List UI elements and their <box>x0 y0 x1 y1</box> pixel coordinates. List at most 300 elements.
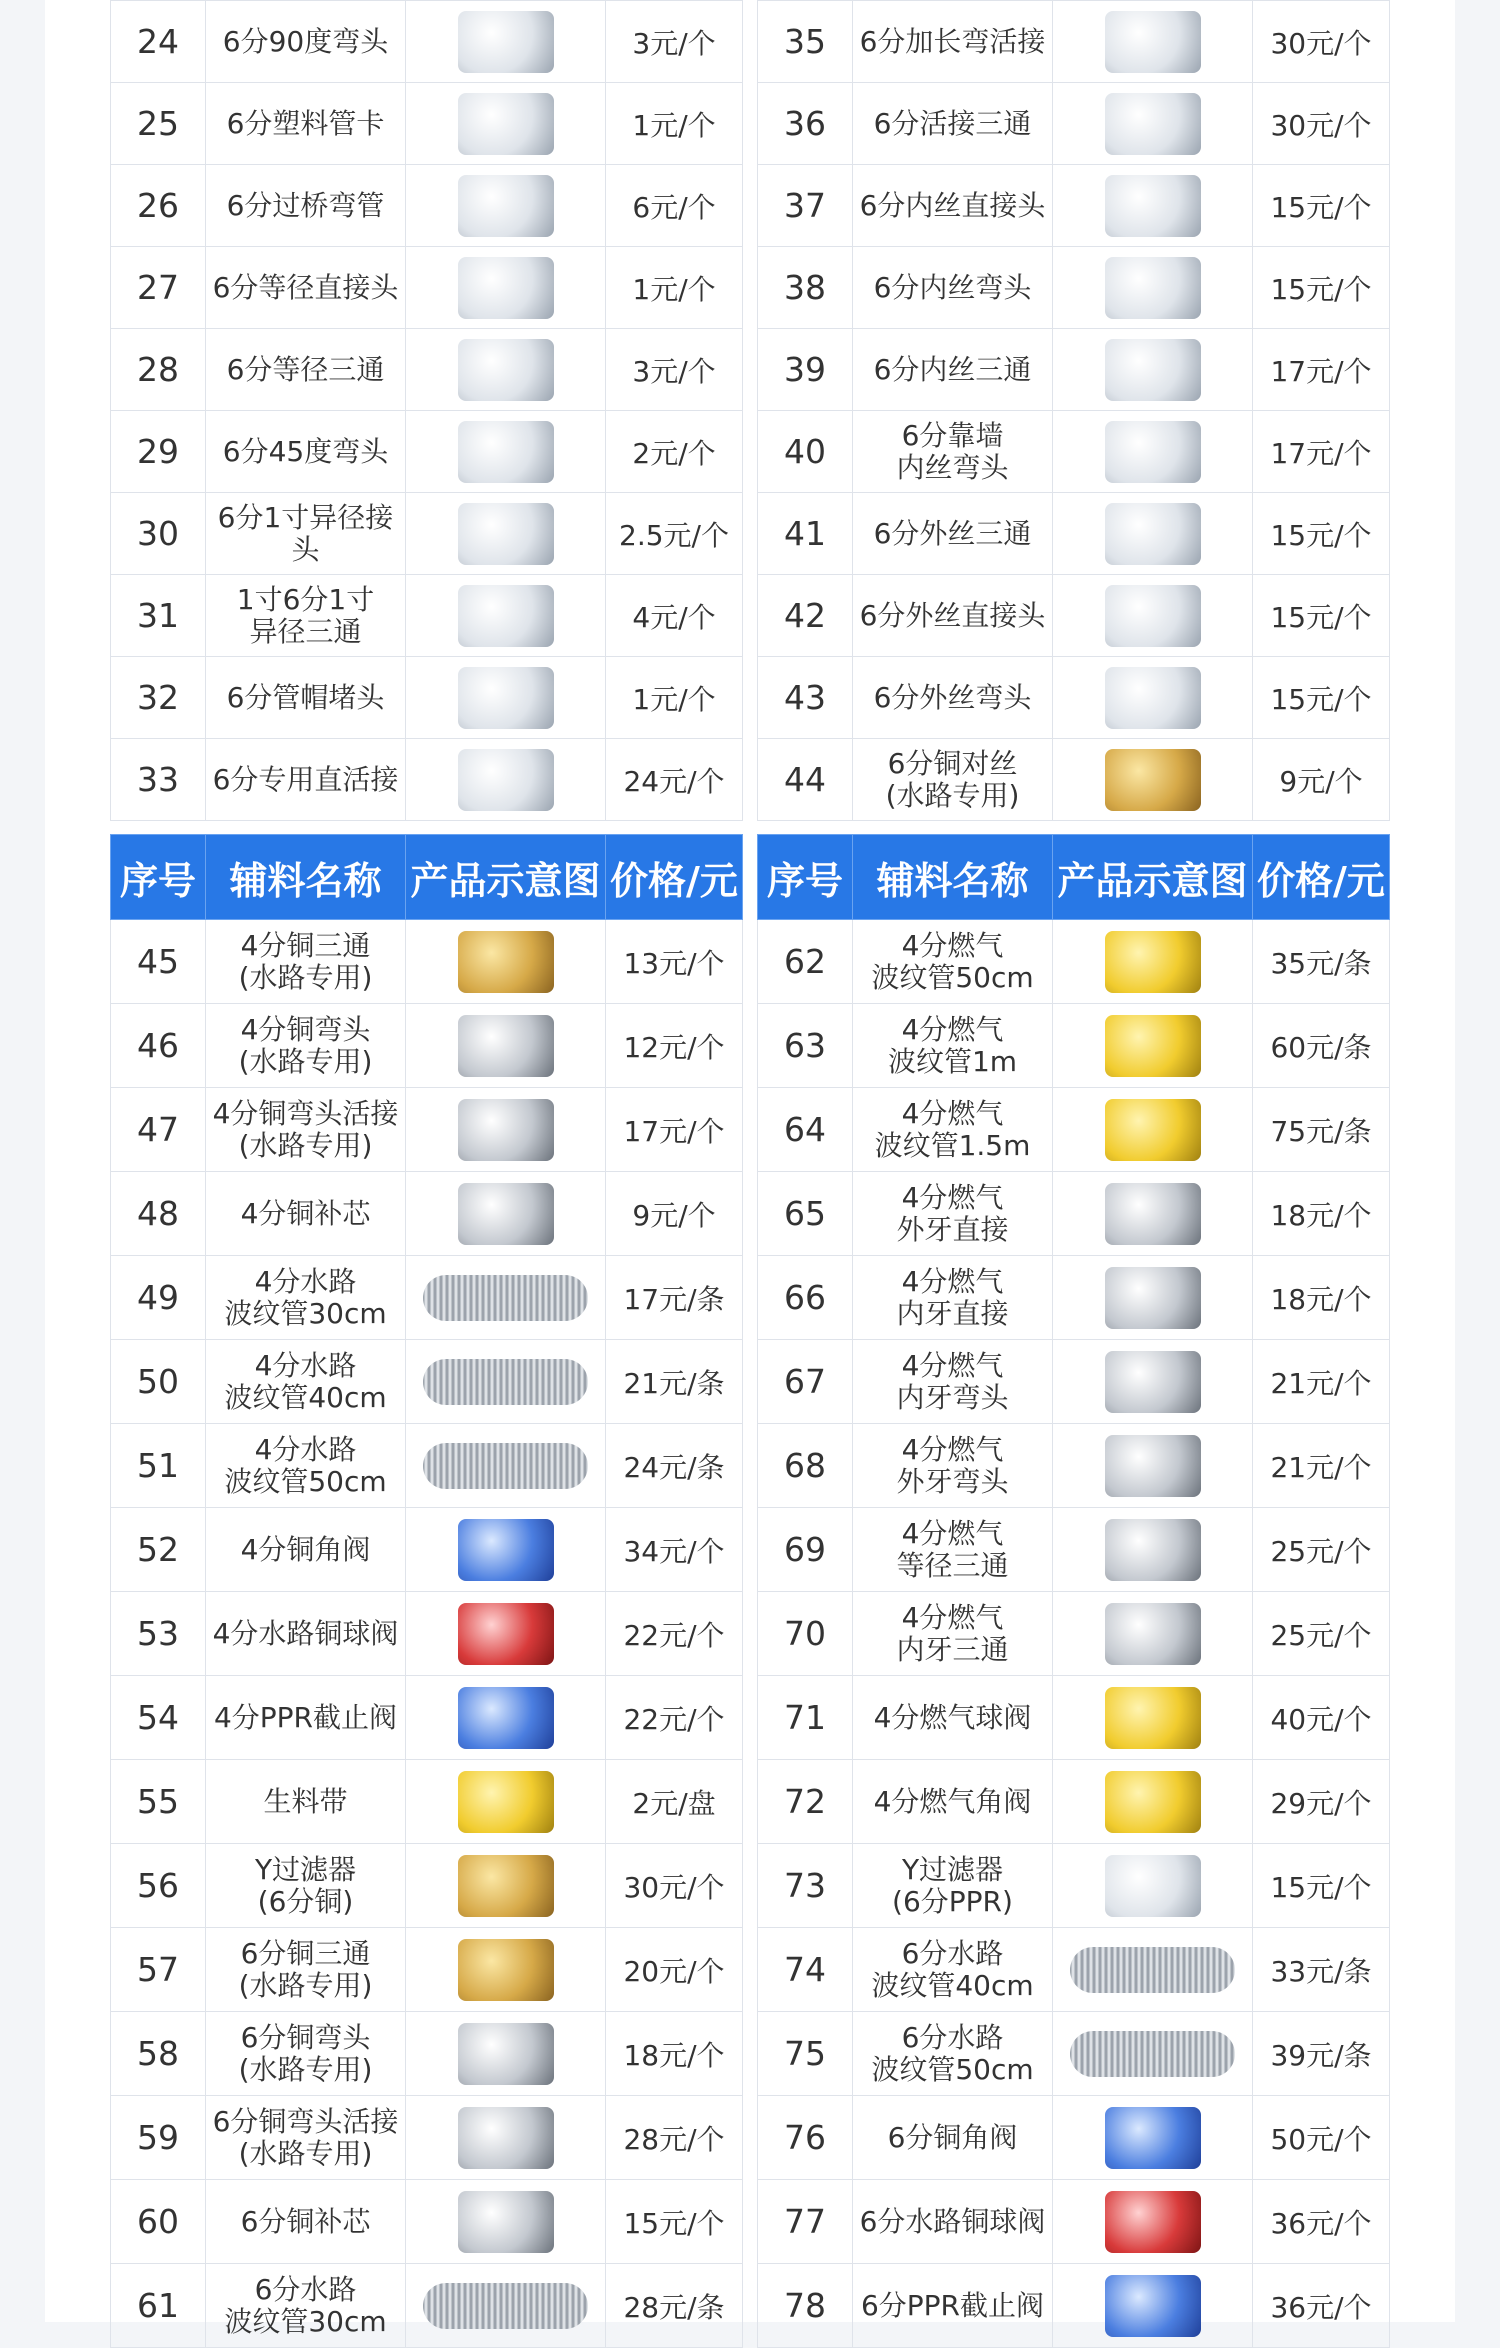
item-price: 29元/个 <box>1253 1760 1390 1844</box>
item-name: 6分外丝弯头 <box>853 657 1053 739</box>
white-male-coupling-icon <box>1105 585 1201 647</box>
item-name: 6分铜弯头 (水路专用) <box>206 2012 406 2096</box>
item-name: 6分活接三通 <box>853 83 1053 165</box>
chrome-female-connector-icon <box>1105 1267 1201 1329</box>
item-price: 25元/个 <box>1253 1592 1390 1676</box>
item-price: 75元/条 <box>1253 1088 1390 1172</box>
white-long-elbow-icon <box>1105 11 1201 73</box>
table-row <box>758 739 1390 821</box>
steel-hose-icon <box>1070 1947 1235 1993</box>
item-name: 6分PPR截止阀 <box>853 2264 1053 2348</box>
item-number: 65 <box>758 1172 853 1256</box>
item-price: 30元/个 <box>1253 1 1390 83</box>
item-price: 2.5元/个 <box>606 493 743 575</box>
ppr-stop-valve-icon <box>1105 2275 1201 2337</box>
table-row <box>111 1760 743 1844</box>
table-row <box>758 1592 1390 1676</box>
item-name: 4分燃气球阀 <box>853 1676 1053 1760</box>
white-45-elbow-icon <box>458 421 554 483</box>
item-number: 31 <box>111 575 206 657</box>
item-number: 38 <box>758 247 853 329</box>
chrome-male-elbow-icon <box>1105 1435 1201 1497</box>
product-image-cell <box>1053 247 1253 329</box>
white-elbow-icon <box>458 11 554 73</box>
item-name: 1寸6分1寸 异径三通 <box>206 575 406 657</box>
item-number: 49 <box>111 1256 206 1340</box>
item-name: 6分90度弯头 <box>206 1 406 83</box>
item-number: 76 <box>758 2096 853 2180</box>
item-price: 2元/盘 <box>606 1760 743 1844</box>
white-bridge-bend-icon <box>458 175 554 237</box>
table-row <box>758 83 1390 165</box>
product-image-cell <box>1053 2012 1253 2096</box>
table-row <box>758 1424 1390 1508</box>
table-row <box>111 247 743 329</box>
product-image-cell <box>1053 2264 1253 2348</box>
item-name: Y过滤器 (6分PPR) <box>853 1844 1053 1928</box>
item-number: 30 <box>111 493 206 575</box>
header-image: 产品示意图 <box>1053 835 1253 920</box>
item-number: 39 <box>758 329 853 411</box>
table-row <box>758 1844 1390 1928</box>
product-image-cell <box>1053 1676 1253 1760</box>
product-image-cell <box>1053 1340 1253 1424</box>
header-price: 价格/元 <box>606 835 743 920</box>
item-name: 4分燃气角阀 <box>853 1760 1053 1844</box>
table-row <box>758 657 1390 739</box>
product-image-cell <box>1053 1844 1253 1928</box>
table-row <box>111 2264 743 2348</box>
product-image-cell <box>406 329 606 411</box>
white-y-strainer-icon <box>1105 1855 1201 1917</box>
table-row <box>111 1 743 83</box>
item-price: 9元/个 <box>606 1172 743 1256</box>
table-row <box>758 575 1390 657</box>
item-name: 4分燃气 波纹管1.5m <box>853 1088 1053 1172</box>
product-image-cell <box>406 1 606 83</box>
product-image-cell <box>1053 1088 1253 1172</box>
product-image-cell <box>1053 1 1253 83</box>
item-price: 17元/条 <box>606 1256 743 1340</box>
item-number: 66 <box>758 1256 853 1340</box>
steel-hose-icon <box>423 1359 588 1405</box>
brass-nipple-icon <box>1105 749 1201 811</box>
ball-valve-icon <box>458 1603 554 1665</box>
table-row <box>758 2096 1390 2180</box>
item-number: 27 <box>111 247 206 329</box>
product-image-cell <box>1053 2180 1253 2264</box>
table-row <box>111 1928 743 2012</box>
product-image-cell <box>1053 739 1253 821</box>
product-image-cell <box>406 1172 606 1256</box>
product-image-cell <box>406 1760 606 1844</box>
item-name: 4分PPR截止阀 <box>206 1676 406 1760</box>
product-image-cell <box>1053 165 1253 247</box>
item-name: 6分水路铜球阀 <box>853 2180 1053 2264</box>
item-name: 6分铜弯头活接 (水路专用) <box>206 2096 406 2180</box>
chrome-tee-icon <box>1105 1519 1201 1581</box>
ppr-stop-valve-icon <box>458 1687 554 1749</box>
item-price: 17元/个 <box>1253 329 1390 411</box>
item-price: 15元/个 <box>1253 575 1390 657</box>
header-image: 产品示意图 <box>406 835 606 920</box>
item-number: 40 <box>758 411 853 493</box>
item-number: 29 <box>111 411 206 493</box>
item-price: 12元/个 <box>606 1004 743 1088</box>
table-row <box>758 1340 1390 1424</box>
white-female-tee-icon <box>1105 339 1201 401</box>
item-number: 45 <box>111 920 206 1004</box>
item-name: 6分管帽堵头 <box>206 657 406 739</box>
item-number: 72 <box>758 1760 853 1844</box>
table-row <box>111 1676 743 1760</box>
price-list-page <box>45 0 1455 2338</box>
product-image-cell <box>406 1340 606 1424</box>
item-name: 6分水路 波纹管40cm <box>853 1928 1053 2012</box>
item-name: Y过滤器 (6分铜) <box>206 1844 406 1928</box>
item-name: 6分45度弯头 <box>206 411 406 493</box>
item-number: 50 <box>111 1340 206 1424</box>
white-pipe-clip-icon <box>458 93 554 155</box>
product-image-cell <box>406 575 606 657</box>
item-number: 64 <box>758 1088 853 1172</box>
table-row <box>111 920 743 1004</box>
table-row <box>758 329 1390 411</box>
header-name: 辅料名称 <box>206 835 406 920</box>
table-row <box>758 1172 1390 1256</box>
item-number: 58 <box>111 2012 206 2096</box>
white-coupling-icon <box>458 257 554 319</box>
item-name: 6分铜三通 (水路专用) <box>206 1928 406 2012</box>
yellow-gas-hose-icon <box>1105 1015 1201 1077</box>
product-image-cell <box>1053 1172 1253 1256</box>
yellow-gas-ball-valve-icon <box>1105 1687 1201 1749</box>
white-cap-icon <box>458 667 554 729</box>
product-image-cell <box>406 493 606 575</box>
ptfe-tape-icon <box>458 1771 554 1833</box>
item-name: 6分过桥弯管 <box>206 165 406 247</box>
item-number: 33 <box>111 739 206 821</box>
table-row <box>111 1256 743 1340</box>
table-row <box>758 493 1390 575</box>
chrome-elbow-icon <box>458 2023 554 2085</box>
item-name: 6分铜对丝 (水路专用) <box>853 739 1053 821</box>
item-name: 4分铜弯头 (水路专用) <box>206 1004 406 1088</box>
item-name: 4分燃气 内牙直接 <box>853 1256 1053 1340</box>
item-price: 50元/个 <box>1253 2096 1390 2180</box>
item-number: 54 <box>111 1676 206 1760</box>
product-image-cell <box>406 920 606 1004</box>
header-price: 价格/元 <box>1253 835 1390 920</box>
item-price: 30元/个 <box>606 1844 743 1928</box>
item-name: 6分内丝弯头 <box>853 247 1053 329</box>
item-number: 42 <box>758 575 853 657</box>
header-name: 辅料名称 <box>853 835 1053 920</box>
table-row <box>758 1676 1390 1760</box>
angle-valve-icon <box>1105 2107 1201 2169</box>
table-row <box>111 2180 743 2264</box>
product-image-cell <box>406 1676 606 1760</box>
item-number: 55 <box>111 1760 206 1844</box>
white-union-tee-icon <box>1105 93 1201 155</box>
item-number: 67 <box>758 1340 853 1424</box>
product-image-cell <box>406 165 606 247</box>
item-name: 4分铜补芯 <box>206 1172 406 1256</box>
item-price: 60元/条 <box>1253 1004 1390 1088</box>
item-price: 24元/个 <box>606 739 743 821</box>
product-image-cell <box>1053 493 1253 575</box>
table-row <box>111 329 743 411</box>
item-number: 59 <box>111 2096 206 2180</box>
product-image-cell <box>1053 1424 1253 1508</box>
table-header-row <box>758 835 1390 920</box>
item-price: 18元/个 <box>1253 1256 1390 1340</box>
item-number: 46 <box>111 1004 206 1088</box>
item-number: 75 <box>758 2012 853 2096</box>
brass-tee-icon <box>458 931 554 993</box>
item-number: 63 <box>758 1004 853 1088</box>
product-image-cell <box>406 247 606 329</box>
chrome-female-elbow-icon <box>1105 1351 1201 1413</box>
item-number: 43 <box>758 657 853 739</box>
table-row <box>758 1928 1390 2012</box>
product-image-cell <box>406 1424 606 1508</box>
item-price: 40元/个 <box>1253 1676 1390 1760</box>
item-name: 4分水路铜球阀 <box>206 1592 406 1676</box>
table-row <box>111 1592 743 1676</box>
item-price: 33元/条 <box>1253 1928 1390 2012</box>
yellow-gas-angle-valve-icon <box>1105 1771 1201 1833</box>
chrome-bushing-icon <box>458 1183 554 1245</box>
item-price: 3元/个 <box>606 1 743 83</box>
table-row <box>111 575 743 657</box>
table-row <box>111 1088 743 1172</box>
table-row <box>758 1508 1390 1592</box>
white-female-elbow-icon <box>1105 257 1201 319</box>
table-row <box>758 920 1390 1004</box>
item-name: 4分燃气 波纹管1m <box>853 1004 1053 1088</box>
steel-hose-icon <box>423 1443 588 1489</box>
product-image-cell <box>406 1508 606 1592</box>
item-number: 36 <box>758 83 853 165</box>
item-number: 68 <box>758 1424 853 1508</box>
item-price: 28元/条 <box>606 2264 743 2348</box>
item-number: 28 <box>111 329 206 411</box>
item-price: 21元/条 <box>606 1340 743 1424</box>
item-name: 6分塑料管卡 <box>206 83 406 165</box>
item-price: 9元/个 <box>1253 739 1390 821</box>
angle-valve-icon <box>458 1519 554 1581</box>
item-price: 24元/条 <box>606 1424 743 1508</box>
item-name: 生料带 <box>206 1760 406 1844</box>
table-row <box>111 165 743 247</box>
item-price: 22元/个 <box>606 1592 743 1676</box>
item-number: 51 <box>111 1424 206 1508</box>
table-row <box>111 2096 743 2180</box>
item-number: 47 <box>111 1088 206 1172</box>
item-number: 53 <box>111 1592 206 1676</box>
table-row <box>758 1 1390 83</box>
product-image-cell <box>1053 411 1253 493</box>
table-row <box>758 2180 1390 2264</box>
item-price: 28元/个 <box>606 2096 743 2180</box>
chrome-union-elbow-icon <box>458 1099 554 1161</box>
item-name: 4分铜三通 (水路专用) <box>206 920 406 1004</box>
item-number: 77 <box>758 2180 853 2264</box>
item-price: 3元/个 <box>606 329 743 411</box>
item-price: 18元/个 <box>1253 1172 1390 1256</box>
item-name: 6分等径直接头 <box>206 247 406 329</box>
item-price: 25元/个 <box>1253 1508 1390 1592</box>
item-name: 6分内丝三通 <box>853 329 1053 411</box>
item-price: 20元/个 <box>606 1928 743 2012</box>
white-female-coupling-icon <box>1105 175 1201 237</box>
product-image-cell <box>406 1928 606 2012</box>
item-price: 34元/个 <box>606 1508 743 1592</box>
product-image-cell <box>1053 1760 1253 1844</box>
chrome-elbow-icon <box>458 1015 554 1077</box>
item-name: 6分专用直活接 <box>206 739 406 821</box>
header-no: 序号 <box>758 835 853 920</box>
item-name: 6分外丝三通 <box>853 493 1053 575</box>
item-number: 70 <box>758 1592 853 1676</box>
item-name: 6分内丝直接头 <box>853 165 1053 247</box>
item-name: 4分水路 波纹管30cm <box>206 1256 406 1340</box>
white-male-tee-icon <box>1105 503 1201 565</box>
table-row <box>111 493 743 575</box>
product-image-cell <box>406 1256 606 1340</box>
product-image-cell <box>406 2264 606 2348</box>
item-price: 4元/个 <box>606 575 743 657</box>
ball-valve-icon <box>1105 2191 1201 2253</box>
chrome-male-connector-icon <box>1105 1183 1201 1245</box>
item-name: 4分燃气 内牙三通 <box>853 1592 1053 1676</box>
item-number: 26 <box>111 165 206 247</box>
fittings-table-left-top <box>110 0 743 821</box>
white-reducer-icon <box>458 503 554 565</box>
product-image-cell <box>406 739 606 821</box>
item-name: 6分铜补芯 <box>206 2180 406 2264</box>
item-number: 24 <box>111 1 206 83</box>
chrome-union-elbow-icon <box>458 2107 554 2169</box>
table-row <box>111 1172 743 1256</box>
table-row <box>758 165 1390 247</box>
product-image-cell <box>1053 1508 1253 1592</box>
item-name: 4分燃气 波纹管50cm <box>853 920 1053 1004</box>
product-image-cell <box>1053 1004 1253 1088</box>
chrome-female-tee-icon <box>1105 1603 1201 1665</box>
item-name: 4分燃气 外牙直接 <box>853 1172 1053 1256</box>
table-row <box>111 1508 743 1592</box>
table-row <box>111 657 743 739</box>
table-row <box>111 83 743 165</box>
item-name: 4分燃气 内牙弯头 <box>853 1340 1053 1424</box>
item-name: 6分等径三通 <box>206 329 406 411</box>
table-row <box>111 1844 743 1928</box>
item-name: 6分加长弯活接 <box>853 1 1053 83</box>
item-name: 6分外丝直接头 <box>853 575 1053 657</box>
item-name: 4分燃气 外牙弯头 <box>853 1424 1053 1508</box>
table-row <box>758 247 1390 329</box>
item-price: 15元/个 <box>1253 493 1390 575</box>
product-image-cell <box>1053 83 1253 165</box>
item-price: 36元/个 <box>1253 2264 1390 2348</box>
product-image-cell <box>406 1592 606 1676</box>
product-image-cell <box>406 411 606 493</box>
item-price: 15元/个 <box>1253 247 1390 329</box>
item-number: 32 <box>111 657 206 739</box>
item-price: 1元/个 <box>606 247 743 329</box>
item-number: 57 <box>111 1928 206 2012</box>
item-price: 15元/个 <box>1253 657 1390 739</box>
item-number: 52 <box>111 1508 206 1592</box>
yellow-gas-hose-icon <box>1105 931 1201 993</box>
product-image-cell <box>406 2012 606 2096</box>
item-number: 25 <box>111 83 206 165</box>
product-image-cell <box>1053 2096 1253 2180</box>
item-number: 60 <box>111 2180 206 2264</box>
item-price: 15元/个 <box>1253 1844 1390 1928</box>
white-union-icon <box>458 749 554 811</box>
product-image-cell <box>406 83 606 165</box>
item-name: 4分铜弯头活接 (水路专用) <box>206 1088 406 1172</box>
chrome-bushing-icon <box>458 2191 554 2253</box>
item-price: 13元/个 <box>606 920 743 1004</box>
product-image-cell <box>1053 575 1253 657</box>
accessories-table-left <box>110 834 743 2348</box>
item-price: 39元/条 <box>1253 2012 1390 2096</box>
table-row <box>111 2012 743 2096</box>
product-image-cell <box>406 1088 606 1172</box>
table-row <box>111 1424 743 1508</box>
product-image-cell <box>1053 920 1253 1004</box>
item-number: 62 <box>758 920 853 1004</box>
product-image-cell <box>406 2180 606 2264</box>
item-price: 21元/个 <box>1253 1340 1390 1424</box>
white-wall-elbow-icon <box>1105 421 1201 483</box>
item-price: 22元/个 <box>606 1676 743 1760</box>
item-name: 4分水路 波纹管50cm <box>206 1424 406 1508</box>
table-row <box>758 2012 1390 2096</box>
product-image-cell <box>406 2096 606 2180</box>
product-image-cell <box>406 1844 606 1928</box>
product-image-cell <box>1053 657 1253 739</box>
white-male-elbow-icon <box>1105 667 1201 729</box>
steel-hose-icon <box>423 1275 588 1321</box>
item-name: 6分水路 波纹管30cm <box>206 2264 406 2348</box>
item-number: 41 <box>758 493 853 575</box>
table-row <box>111 411 743 493</box>
accessories-table-right <box>757 834 1390 2348</box>
item-number: 61 <box>111 2264 206 2348</box>
item-name: 6分靠墙 内丝弯头 <box>853 411 1053 493</box>
item-number: 37 <box>758 165 853 247</box>
yellow-gas-hose-icon <box>1105 1099 1201 1161</box>
item-price: 6元/个 <box>606 165 743 247</box>
product-image-cell <box>406 1004 606 1088</box>
item-price: 15元/个 <box>1253 165 1390 247</box>
item-name: 6分1寸异径接头 <box>206 493 406 575</box>
brass-y-strainer-icon <box>458 1855 554 1917</box>
item-name: 4分水路 波纹管40cm <box>206 1340 406 1424</box>
item-number: 35 <box>758 1 853 83</box>
item-price: 1元/个 <box>606 83 743 165</box>
fittings-table-right-top <box>757 0 1390 821</box>
table-row <box>758 2264 1390 2348</box>
table-row <box>111 739 743 821</box>
item-price: 36元/个 <box>1253 2180 1390 2264</box>
white-reducing-tee-icon <box>458 585 554 647</box>
